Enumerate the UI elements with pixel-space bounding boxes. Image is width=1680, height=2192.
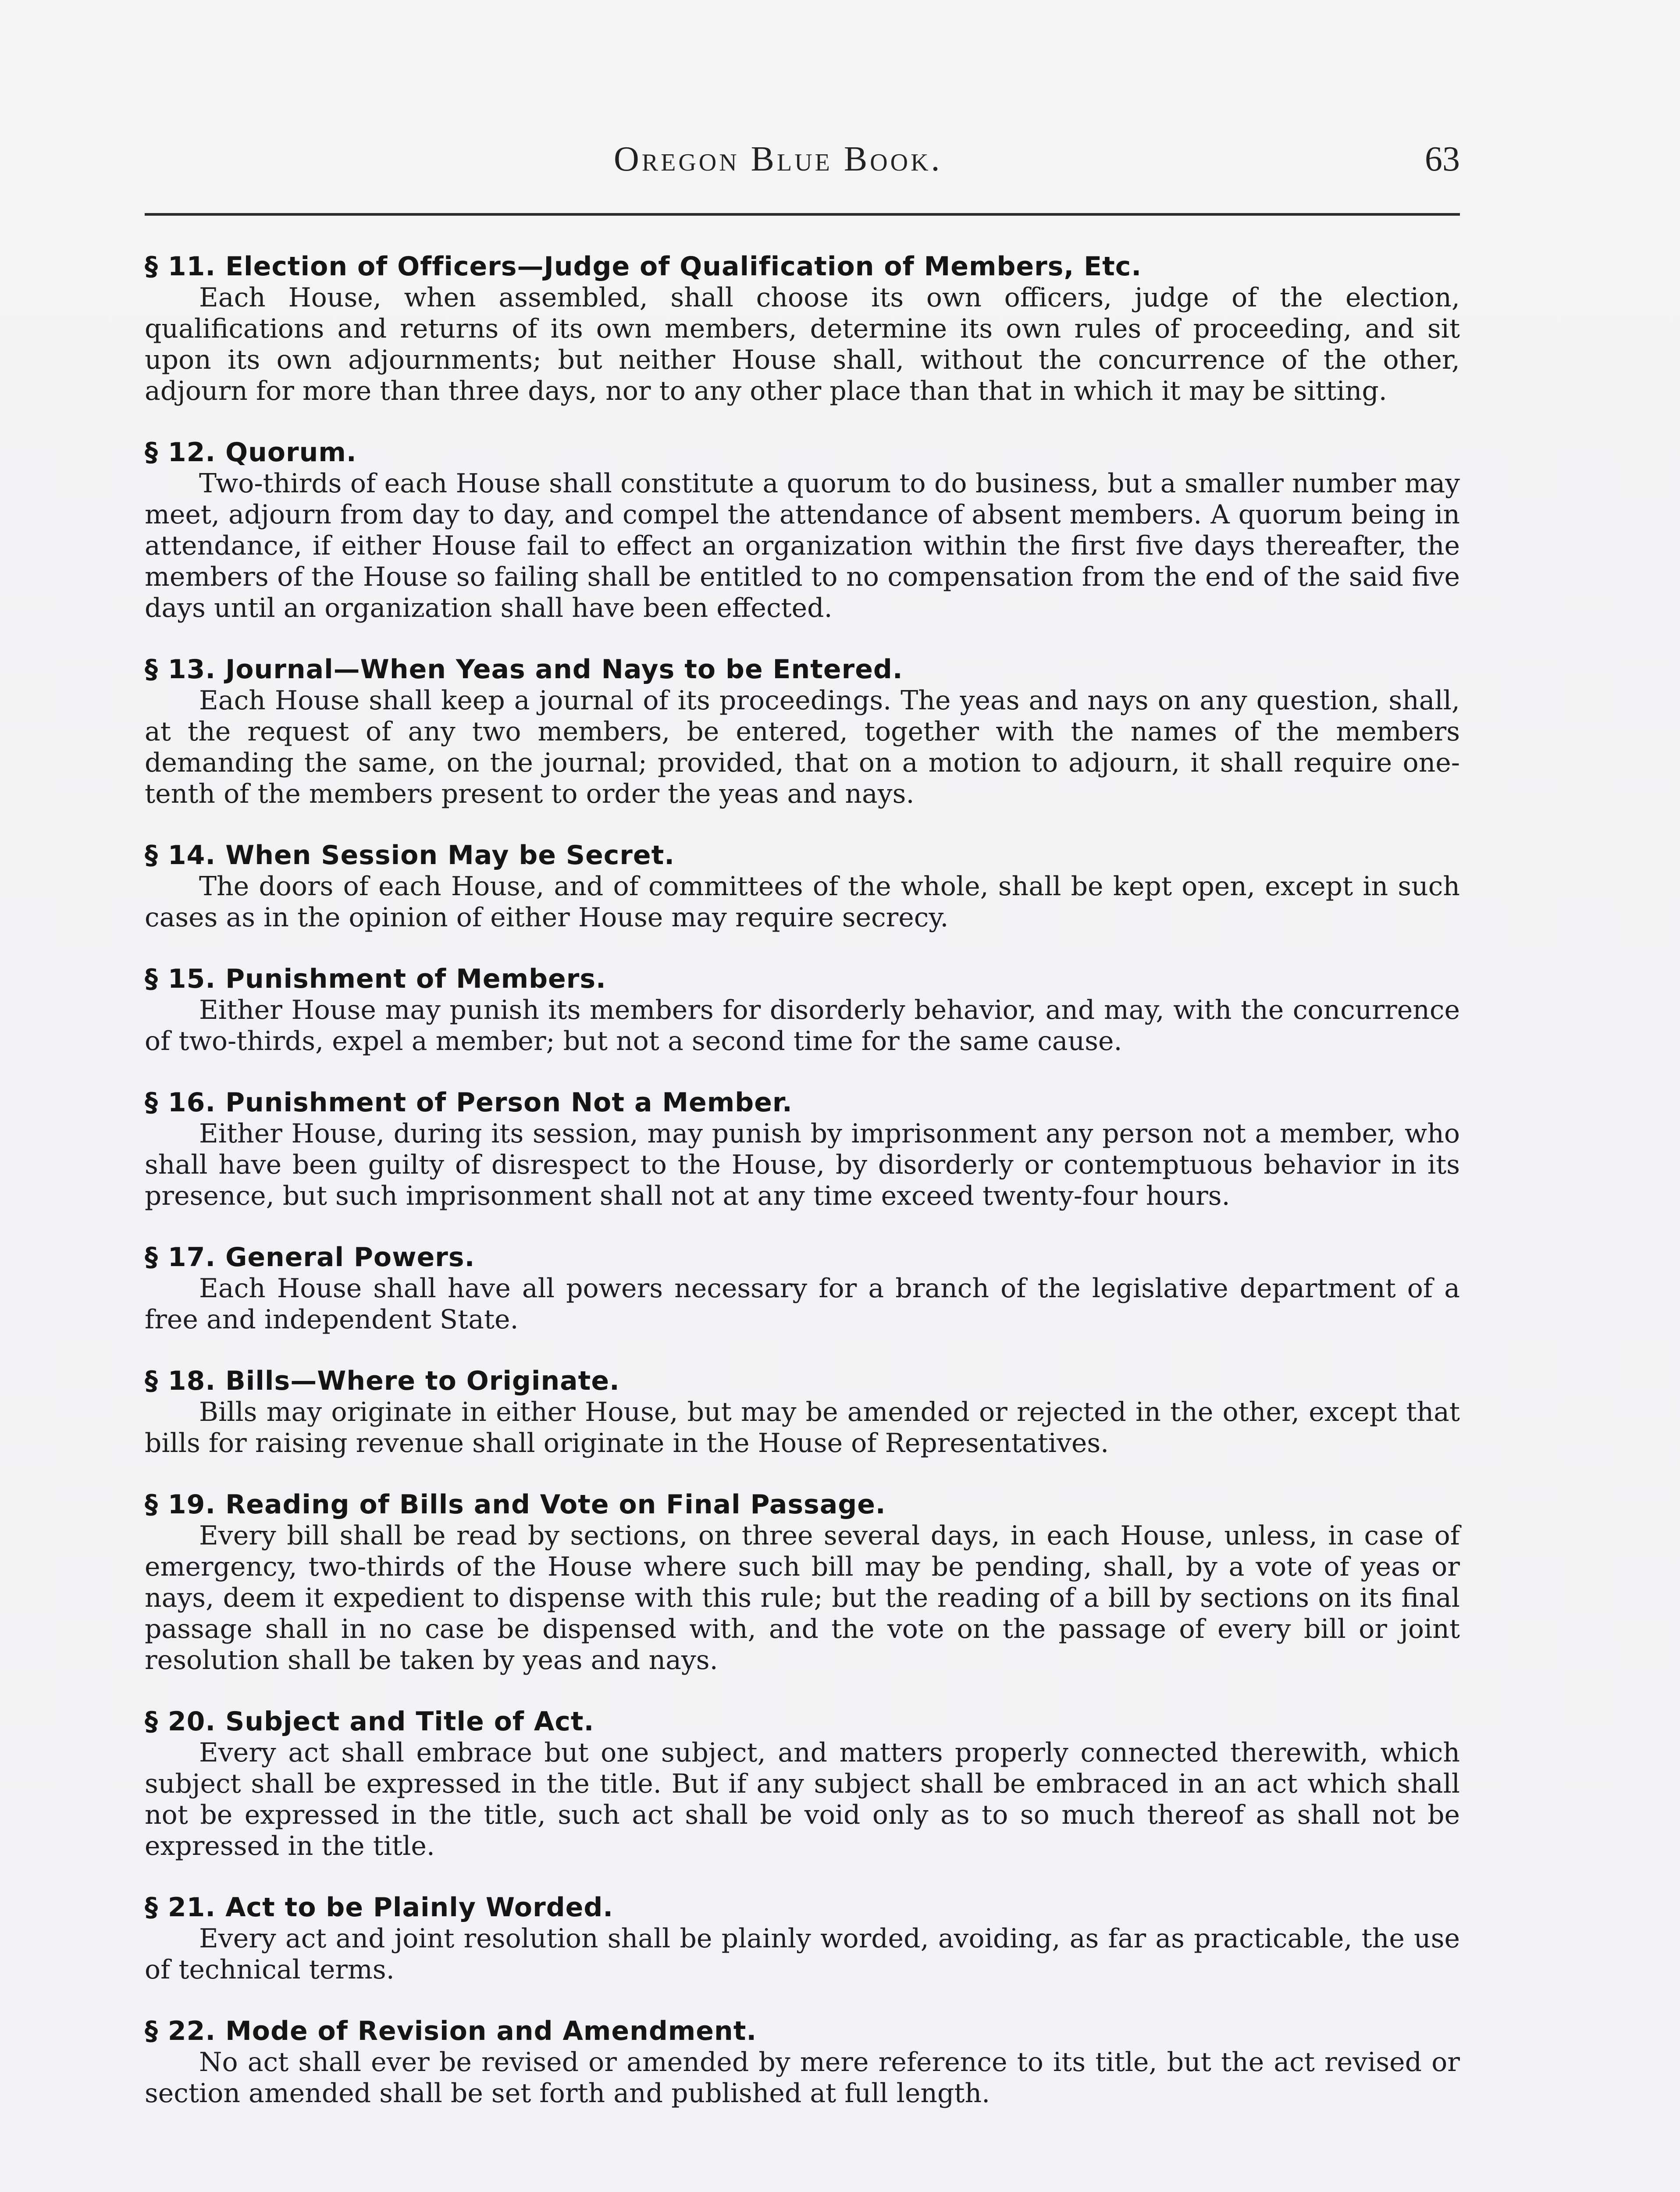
page-number: 63 [1425,140,1460,178]
section-body: Either House, during its session, may punish by imprisonment any person not a member, who shall have been guilty of disrespect to the House, by disorderly or contemptuous behavior in its presence, but such imprisonment shall not at any time exceed twenty-four hours. [145,1118,1460,1211]
section-body: Every act and joint resolution shall be plainly worded, avoiding, as far as practicable, the use of technical terms. [145,1923,1460,1985]
book-title: Oregon Blue Book. [614,140,943,178]
section-14 [145,840,1460,933]
section-heading: § 15. Punishment of Members. [145,964,606,994]
section-body: Every act shall embrace but one subject, and matters properly connected therewith, which subject shall be expressed in the title. But if any subject shall be embraced in an act which shall not be expressed in the title, such act shall be void only as to so much thereof as shall not be expressed in the title. [145,1737,1460,1861]
section-18 [145,1365,1460,1459]
section-heading: § 19. Reading of Bills and Vote on Final Passage. [145,1489,886,1520]
constitution-text [145,251,1460,2139]
section-body: Either House may punish its members for disorderly behavior, and may, with the concurrence of two-thirds, expel a member; but not a second time for the same cause. [145,995,1460,1057]
section-16 [145,1087,1460,1212]
section-heading: § 16. Punishment of Person Not a Member. [145,1087,793,1118]
section-body: Bills may originate in either House, but may be amended or rejected in the other, except that bills for raising revenue shall originate in the House of Representatives. [145,1397,1460,1459]
section-heading: § 11. Election of Officers—Judge of Qualification of Members, Etc. [145,251,1142,282]
section-heading: § 20. Subject and Title of Act. [145,1706,594,1737]
section-heading: § 13. Journal—When Yeas and Nays to be Entered. [145,654,903,685]
section-13 [145,654,1460,810]
section-body: Two-thirds of each House shall constitute a quorum to do business, but a smaller number may meet, adjourn from day to day, and compel the attendance of absent members. A quorum being in attendance, if either House fail to effect an organization within the first five days thereafter, the members of the House so failing shall be entitled to no compensation from the end of the said five days until an organization shall have been effected. [145,468,1460,623]
section-17 [145,1242,1460,1335]
section-heading: § 17. General Powers. [145,1242,475,1273]
section-heading: § 12. Quorum. [145,437,357,468]
section-body: No act shall ever be revised or amended by mere reference to its title, but the act revised or section amended shall be set forth and published at full length. [145,2047,1460,2109]
section-heading: § 22. Mode of Revision and Amendment. [145,2016,757,2046]
section-heading: § 14. When Session May be Secret. [145,840,675,871]
section-22 [145,2015,1460,2109]
section-12 [145,437,1460,624]
section-heading: § 21. Act to be Plainly Worded. [145,1892,614,1923]
section-body: Each House shall have all powers necessary for a branch of the legislative department of a free and independent State. [145,1273,1460,1335]
section-20 [145,1706,1460,1862]
running-head [145,139,1460,188]
section-21 [145,1892,1460,1986]
section-15 [145,963,1460,1057]
section-body: Each House shall keep a journal of its proceedings. The yeas and nays on any question, shall, at the request of any two members, be entered, together with the names of the members demanding the same, on the journal; provided, that on a motion to adjourn, it shall require one-tenth of the members present to order the yeas and nays. [145,685,1460,809]
section-body: Every bill shall be read by sections, on three several days, in each House, unless, in case of emergency, two-thirds of the House where such bill may be pending, shall, by a vote of yeas or nays, deem it expedient to dispense with this rule; but the reading of a bill by sections on its final passage shall in no case be dispensed with, and the vote on the passage of every bill or joint resolution shall be taken by yeas and nays. [145,1520,1460,1676]
header-divider [145,213,1460,216]
section-19 [145,1489,1460,1676]
section-11 [145,251,1460,407]
section-body: Each House, when assembled, shall choose its own officers, judge of the election, qualifications and returns of its own members, determine its own rules of proceeding, and sit upon its own adjournments; but neither House shall, without the concurrence of the other, adjourn for more than three days, nor to any other place than that in which it may be sitting. [145,282,1460,406]
section-heading: § 18. Bills—Where to Originate. [145,1366,620,1396]
section-body: The doors of each House, and of committees of the whole, shall be kept open, except in such cases as in the opinion of either House may require secrecy. [145,871,1460,933]
